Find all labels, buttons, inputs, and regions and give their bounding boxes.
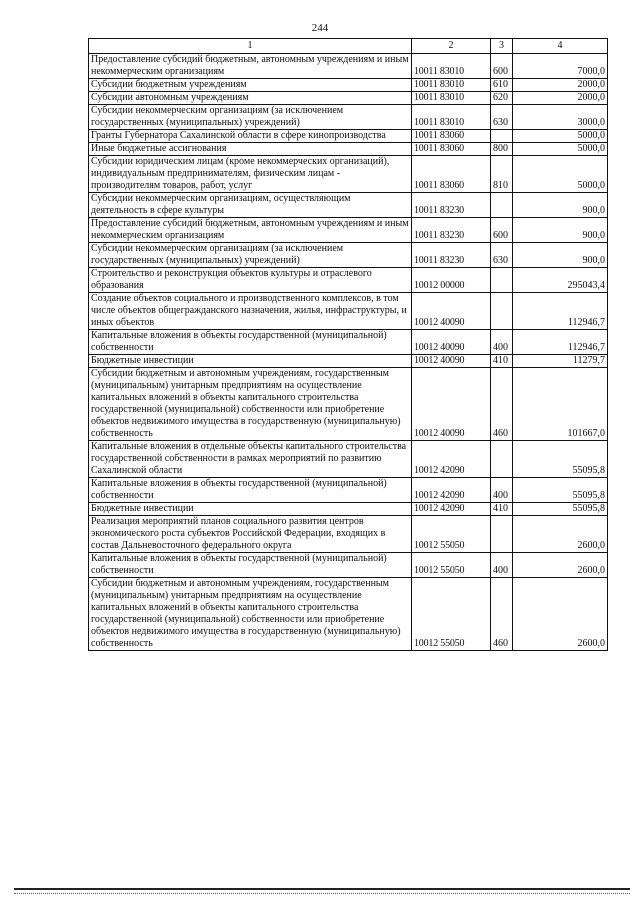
cell-type: 400 <box>491 553 513 578</box>
cell-name: Бюджетные инвестиции <box>89 503 412 516</box>
cell-code: 10011 83230 <box>412 218 491 243</box>
cell-type: 410 <box>491 355 513 368</box>
cell-name: Реализация мероприятий планов социального развития центров экономического роста субъектов Российской Федерации, входящих в состав Дальневосточного федерального округа <box>89 516 412 553</box>
cell-type: 610 <box>491 79 513 92</box>
cell-type: 800 <box>491 143 513 156</box>
cell-name: Предоставление субсидий бюджетным, автономным учреждениям и иным некоммерческим организациям <box>89 218 412 243</box>
table-row <box>89 268 608 293</box>
cell-name: Бюджетные инвестиции <box>89 355 412 368</box>
cell-sum: 2000,0 <box>513 79 608 92</box>
cell-code: 10012 40090 <box>412 368 491 441</box>
cell-type: 620 <box>491 92 513 105</box>
cell-code: 10012 00000 <box>412 268 491 293</box>
cell-name: Гранты Губернатора Сахалинской области в сфере кинопроизводства <box>89 130 412 143</box>
cell-type: 600 <box>491 54 513 79</box>
cell-sum: 7000,0 <box>513 54 608 79</box>
cell-sum: 5000,0 <box>513 143 608 156</box>
page-number: 244 <box>311 22 329 34</box>
cell-name: Капитальные вложения в отдельные объекты капитального строительства государственной собственности в рамках мероприятий по развитию Сахалинской области <box>89 441 412 478</box>
cell-code: 10011 83010 <box>412 105 491 130</box>
table-row <box>89 79 608 92</box>
cell-type: 630 <box>491 105 513 130</box>
table-row <box>89 218 608 243</box>
table-row <box>89 355 608 368</box>
cell-type: 810 <box>491 156 513 193</box>
cell-sum: 2600,0 <box>513 553 608 578</box>
header-col-4: 4 <box>513 39 608 54</box>
budget-table <box>88 38 608 651</box>
cell-code: 10012 55050 <box>412 553 491 578</box>
table-row <box>89 503 608 516</box>
table-body <box>89 54 608 651</box>
table-row <box>89 130 608 143</box>
cell-code: 10011 83010 <box>412 54 491 79</box>
cell-type <box>491 516 513 553</box>
cell-type <box>491 193 513 218</box>
cell-code: 10012 42090 <box>412 441 491 478</box>
header-col-3: 3 <box>491 39 513 54</box>
cell-name: Капитальные вложения в объекты государственной (муниципальной) собственности <box>89 330 412 355</box>
table-row <box>89 553 608 578</box>
cell-code: 10012 40090 <box>412 330 491 355</box>
cell-code: 10012 55050 <box>412 516 491 553</box>
cell-name: Субсидии автономным учреждениям <box>89 92 412 105</box>
cell-name: Строительство и реконструкция объектов культуры и отраслевого образования <box>89 268 412 293</box>
cell-name: Субсидии бюджетным и автономным учреждениям, государственным (муниципальным) унитарным предприятиям на осуществление капитальных вложений в объекты капитального строительства государственной (муниципальной) собственности или приобретение объектов недвижимого имущества в государственную (муниципальную) собственность <box>89 578 412 651</box>
bottom-rule-dotted <box>14 893 630 894</box>
cell-sum: 900,0 <box>513 218 608 243</box>
cell-name: Капитальные вложения в объекты государственной (муниципальной) собственности <box>89 553 412 578</box>
cell-name: Субсидии некоммерческим организациям (за исключением государственных (муниципальных) учреждений) <box>89 105 412 130</box>
table-row <box>89 330 608 355</box>
cell-sum: 55095,8 <box>513 478 608 503</box>
cell-sum: 101667,0 <box>513 368 608 441</box>
cell-type <box>491 441 513 478</box>
cell-sum: 295043,4 <box>513 268 608 293</box>
cell-code: 10012 55050 <box>412 578 491 651</box>
cell-sum: 2000,0 <box>513 92 608 105</box>
cell-sum: 2600,0 <box>513 516 608 553</box>
cell-sum: 900,0 <box>513 243 608 268</box>
table-row <box>89 193 608 218</box>
cell-code: 10012 40090 <box>412 293 491 330</box>
cell-type: 410 <box>491 503 513 516</box>
header-col-1: 1 <box>89 39 412 54</box>
cell-type <box>491 130 513 143</box>
table-row <box>89 293 608 330</box>
cell-sum: 5000,0 <box>513 130 608 143</box>
cell-code: 10011 83010 <box>412 92 491 105</box>
cell-type: 460 <box>491 578 513 651</box>
cell-sum: 5000,0 <box>513 156 608 193</box>
table-row <box>89 516 608 553</box>
cell-type: 630 <box>491 243 513 268</box>
table-row <box>89 441 608 478</box>
cell-name: Создание объектов социального и производственного комплексов, в том числе объектов общегражданского назначения, жилья, инфраструктуры, и иных объектов <box>89 293 412 330</box>
cell-sum: 900,0 <box>513 193 608 218</box>
cell-name: Субсидии бюджетным учреждениям <box>89 79 412 92</box>
table-row <box>89 156 608 193</box>
bottom-rule <box>14 888 630 890</box>
cell-code: 10011 83060 <box>412 156 491 193</box>
cell-name: Капитальные вложения в объекты государственной (муниципальной) собственности <box>89 478 412 503</box>
cell-type: 400 <box>491 330 513 355</box>
cell-code: 10012 40090 <box>412 355 491 368</box>
cell-type: 600 <box>491 218 513 243</box>
cell-name: Субсидии некоммерческим организациям, осуществляющим деятельность в сфере культуры <box>89 193 412 218</box>
cell-sum: 55095,8 <box>513 441 608 478</box>
cell-sum: 112946,7 <box>513 330 608 355</box>
cell-name: Субсидии бюджетным и автономным учреждениям, государственным (муниципальным) унитарным предприятиям на осуществление капитальных вложений в объекты капитального строительства государственной (муниципальной) собственности или приобретение объектов недвижимого имущества в государственную (муниципальную) собственность <box>89 368 412 441</box>
table-row <box>89 478 608 503</box>
table-row <box>89 54 608 79</box>
cell-type <box>491 268 513 293</box>
table-header-row <box>89 39 608 54</box>
cell-type: 400 <box>491 478 513 503</box>
cell-sum: 11279,7 <box>513 355 608 368</box>
cell-sum: 112946,7 <box>513 293 608 330</box>
header-col-2: 2 <box>412 39 491 54</box>
cell-sum: 2600,0 <box>513 578 608 651</box>
table-row <box>89 105 608 130</box>
table-row <box>89 92 608 105</box>
cell-name: Субсидии юридическим лицам (кроме некоммерческих организаций), индивидуальным предпринимателям, физическим лицам - производителям товаров, работ, услуг <box>89 156 412 193</box>
cell-sum: 55095,8 <box>513 503 608 516</box>
cell-type: 460 <box>491 368 513 441</box>
cell-code: 10011 83060 <box>412 130 491 143</box>
table-row <box>89 368 608 441</box>
table-row <box>89 578 608 651</box>
cell-code: 10012 42090 <box>412 503 491 516</box>
cell-code: 10012 42090 <box>412 478 491 503</box>
cell-code: 10011 83010 <box>412 79 491 92</box>
cell-name: Иные бюджетные ассигнования <box>89 143 412 156</box>
cell-type <box>491 293 513 330</box>
table-row <box>89 143 608 156</box>
cell-sum: 3000,0 <box>513 105 608 130</box>
cell-name: Субсидии некоммерческим организациям (за исключением государственных (муниципальных) учреждений) <box>89 243 412 268</box>
cell-code: 10011 83230 <box>412 193 491 218</box>
table-row <box>89 243 608 268</box>
cell-code: 10011 83230 <box>412 243 491 268</box>
cell-code: 10011 83060 <box>412 143 491 156</box>
cell-name: Предоставление субсидий бюджетным, автономным учреждениям и иным некоммерческим организациям <box>89 54 412 79</box>
